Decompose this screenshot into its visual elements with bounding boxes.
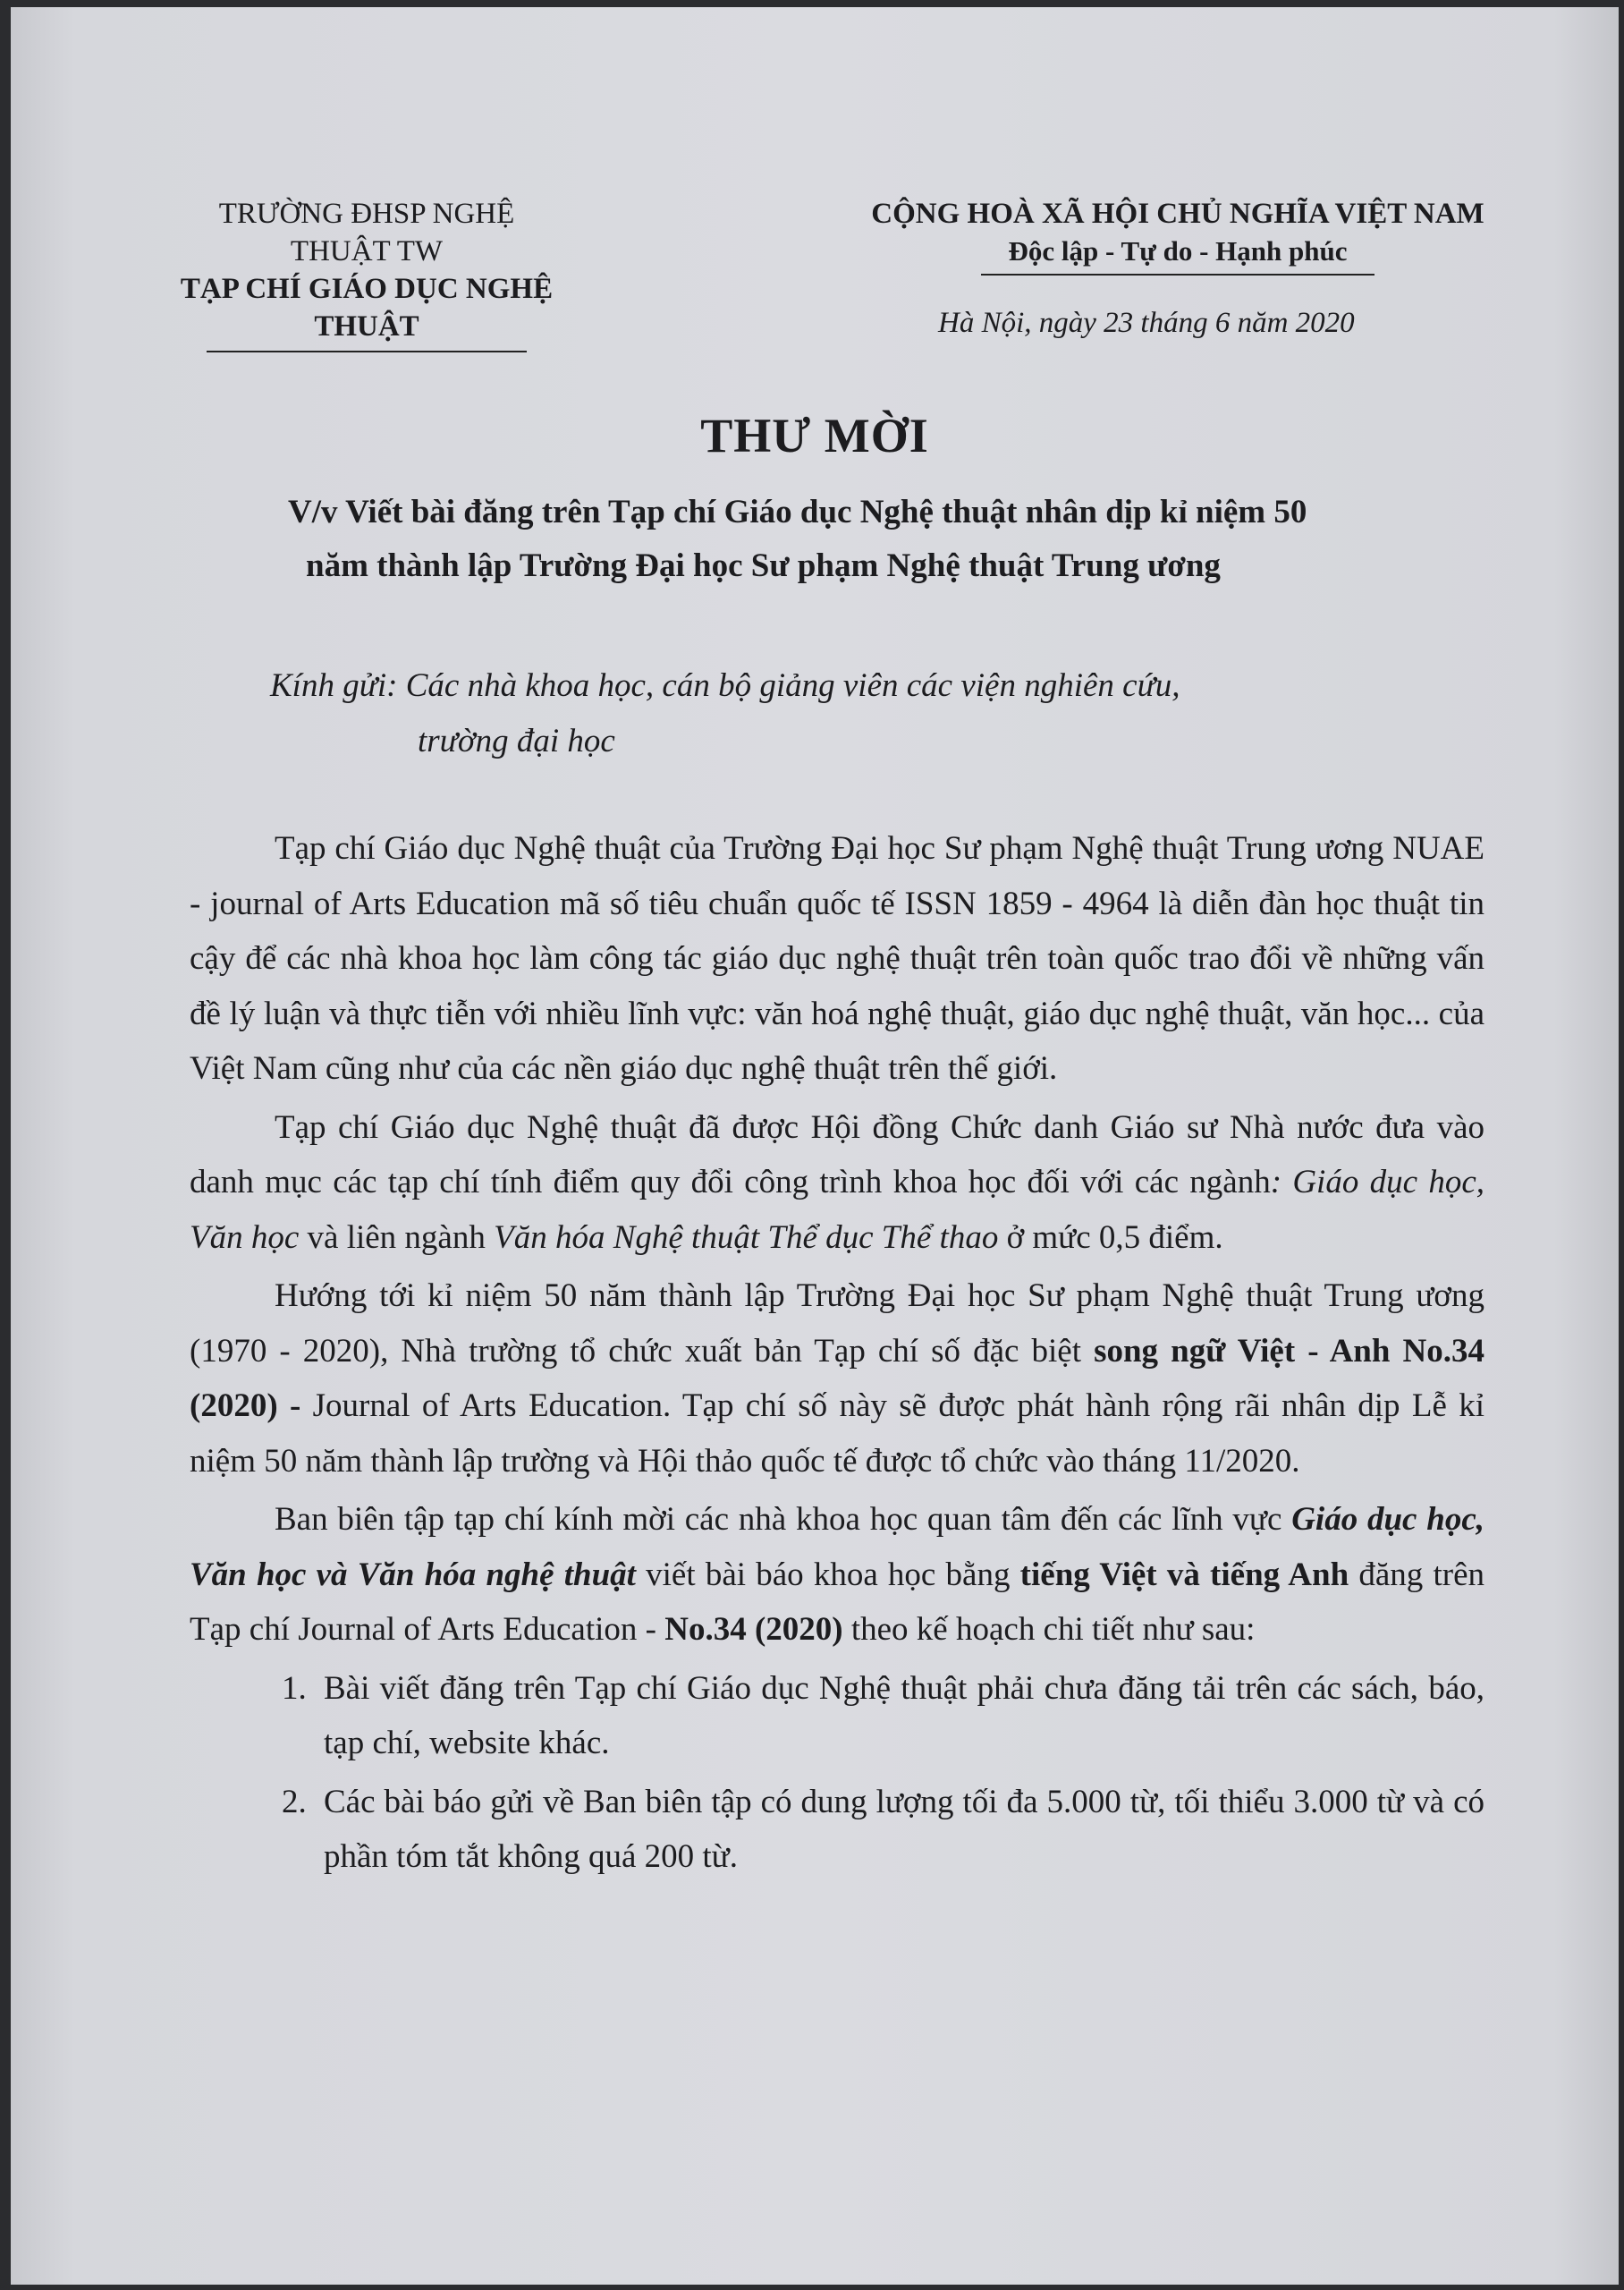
recipient-line-2: trường đại học: [418, 723, 615, 759]
requirements-list: [190, 1661, 1484, 1885]
motto: Độc lập - Tự do - Hạnh phúc: [1008, 235, 1348, 267]
letter-title: THƯ MỜI: [700, 409, 929, 462]
letter-recipient: [270, 658, 1180, 769]
paragraph-intro: Tạp chí Giáo dục Nghệ thuật của Trường Đại học Sư phạm Nghệ thuật Trung ương NUAE - journal of Arts Education mã số tiêu chuẩn quốc tế ISSN 1859 - 4964 là diễn đàn học thuật tin cậy để các nhà khoa học làm công tác giáo dục nghệ thuật trên toàn quốc trao đổi về những vấn đề lý luận và thực tiễn với nhiều lĩnh vực: văn hoá nghệ thuật, giáo dục nghệ thuật, văn học... của Việt Nam cũng như của các nền giáo dục nghệ thuật trên thế giới.: [190, 830, 1484, 1087]
letter-date: Hà Nội, ngày 23 tháng 6 năm 2020: [938, 307, 1355, 339]
university-name: TRƯỜNG ĐHSP NGHỆ THUẬT TW: [218, 198, 515, 267]
national-motto: [820, 195, 1535, 276]
requirement-item: 2. Các bài báo gửi về Ban biên tập có dung lượng tối đa 5.000 từ, tối thiểu 3.000 từ và có phần tóm tắt không quá 200 từ.: [315, 1775, 1484, 1885]
letter-subject: [288, 486, 1307, 593]
paragraph-special-issue: Hướng tới kỉ niệm 50 năm thành lập Trường Đại học Sư phạm Nghệ thuật Trung ương (1970 - 2020), Nhà trường tổ chức xuất bản Tạp chí số đặc biệt song ngữ Việt - Anh No.34 (2020) - Journal of Arts Education. Tạp chí số này sẽ được phát hành rộng rãi nhân dịp Lễ kỉ niệm 50 năm thành lập trường và Hội thảo quốc tế được tổ chức vào tháng 11/2020.: [190, 1277, 1484, 1480]
recipient-line-1: Kính gửi: Các nhà khoa học, cán bộ giảng viên các viện nghiên cứu,: [270, 667, 1180, 704]
letter-body: [190, 821, 1484, 1888]
motto-underline: [981, 274, 1374, 276]
subject-line-2: năm thành lập Trường Đại học Sư phạm Nghệ thuật Trung ương: [306, 547, 1221, 584]
paragraph-accreditation: Tạp chí Giáo dục Nghệ thuật đã được Hội đồng Chức danh Giáo sư Nhà nước đưa vào danh mục các tạp chí tính điểm quy đổi công trình khoa học đối với các ngành: Giáo dục học, Văn học và liên ngành Văn hóa Nghệ thuật Thể dục Thể thao ở mức 0,5 điểm.: [190, 1108, 1484, 1256]
subject-line-1: V/v Viết bài đăng trên Tạp chí Giáo dục Nghệ thuật nhân dịp kỉ niệm 50: [288, 494, 1307, 530]
country-name: CỘNG HOÀ XÃ HỘI CHỦ NGHĨA VIỆT NAM: [871, 198, 1484, 230]
paragraph-invitation: Ban biên tập tạp chí kính mời các nhà khoa học quan tâm đến các lĩnh vực Giáo dục học, Văn học và Văn hóa nghệ thuật viết bài báo khoa học bằng tiếng Việt và tiếng Anh đăng trên Tạp chí Journal of Arts Education - No.34 (2020) theo kế hoạch chi tiết như sau:: [190, 1501, 1485, 1648]
requirement-item: 1. Bài viết đăng trên Tạp chí Giáo dục Nghệ thuật phải chưa đăng tải trên các sách, báo, tạp chí, website khác.: [315, 1661, 1484, 1771]
issuing-organization: [170, 195, 563, 352]
journal-name: TẠP CHÍ GIÁO DỤC NGHỆ THUẬT: [180, 273, 554, 343]
header-underline: [207, 351, 527, 352]
letter-page: [11, 7, 1619, 2285]
